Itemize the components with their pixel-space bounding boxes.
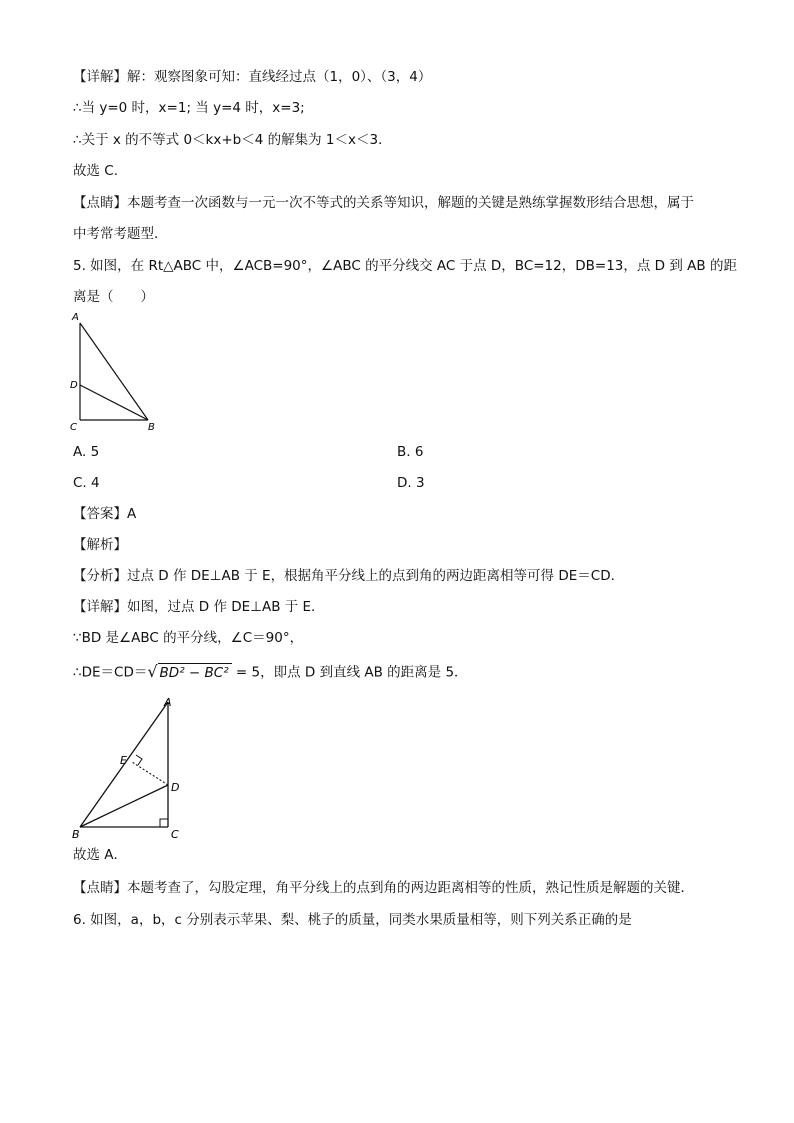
option-c: C. 4	[73, 475, 100, 491]
detail-line: 【详解】如图，过点 D 作 DE⊥AB 于 E．	[73, 599, 325, 615]
label-b: B	[72, 828, 80, 841]
analysis-heading: 【解析】	[73, 537, 127, 553]
label-a: A	[72, 312, 79, 323]
choose-a-line: 故选 A．	[73, 847, 128, 863]
label-b: B	[148, 422, 155, 433]
sqrt-expression: √ BD² − BC²	[147, 663, 231, 682]
final-comment-line: 【点睛】本题考查了，勾股定理，角平分线上的点到角的两边距离相等的性质，熟记性质是解题的关键．	[73, 880, 694, 896]
line-detail-2: ∴当 y=0 时，x=1; 当 y=4 时，x=3;	[73, 100, 305, 116]
label-a: A	[164, 696, 172, 709]
triangle-figure-1	[66, 308, 166, 436]
label-d: D	[171, 781, 180, 794]
question-6-line: 6. 如图，a，b，c 分别表示苹果、梨、桃子的质量，同类水果质量相等，则下列关系正确的是	[73, 912, 632, 928]
line-comment-2: 中考常考题型．	[73, 226, 168, 242]
segment-de-dashed	[132, 762, 168, 785]
equals-five: = 5	[235, 664, 261, 681]
option-b: B. 6	[397, 444, 424, 460]
segment-ab	[80, 323, 148, 420]
right-angle-mark-c	[160, 819, 168, 827]
label-e: E	[120, 754, 127, 767]
therefore-line	[73, 663, 468, 682]
line-detail-3: ∴关于 x 的不等式 0＜kx+b＜4 的解集为 1＜x＜3．	[73, 132, 392, 148]
because-line: ∵BD 是∠ABC 的平分线，∠C＝90°，	[73, 630, 304, 646]
sqrt-radicand: BD² − BC²	[158, 663, 232, 682]
analysis-line: 【分析】过点 D 作 DE⊥AB 于 E，根据角平分线上的点到角的两边距离相等可得 DE＝CD．	[73, 568, 625, 584]
line-choose-c: 故选 C.	[73, 163, 119, 179]
label-c: C	[171, 828, 179, 841]
therefore-prefix: ∴DE＝CD＝	[73, 664, 148, 681]
question-5-line-1: 5. 如图，在 Rt△ABC 中，∠ACB=90°，∠ABC 的平分线交 AC 于点 D，BC=12，DB=13，点 D 到 AB 的距	[73, 258, 737, 274]
line-detail-1: 【详解】解：观察图象可知：直线经过点（1，0）、（3，4）	[73, 69, 432, 85]
label-c: C	[70, 422, 77, 433]
triangle-figure-2	[68, 692, 198, 842]
right-angle-mark-e	[136, 755, 142, 765]
label-d: D	[70, 380, 78, 391]
line-comment-1: 【点睛】本题考查一次函数与一元一次不等式的关系等知识，解题的关键是熟练掌握数形结合思想，属于	[73, 195, 694, 211]
segment-bd	[80, 785, 168, 827]
option-a: A. 5	[73, 444, 100, 460]
option-d: D. 3	[397, 475, 425, 491]
question-5-line-2: 离是（ ）	[73, 289, 154, 305]
therefore-suffix: ，即点 D 到直线 AB 的距离是 5．	[260, 664, 468, 681]
answer-line: 【答案】A	[73, 506, 137, 522]
segment-db	[80, 385, 148, 420]
